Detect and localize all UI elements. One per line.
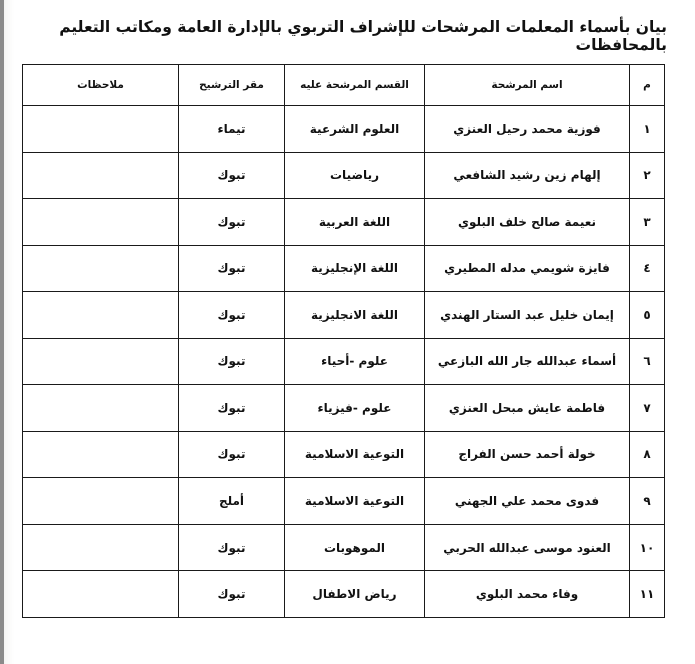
row-seat: تبوك (179, 338, 285, 385)
candidates-table (22, 64, 665, 618)
row-name: إلهام زين رشيد الشافعي (425, 152, 630, 199)
table-row (23, 106, 665, 153)
row-department: رياض الاطفال (285, 571, 425, 618)
row-name: وفاء محمد البلوي (425, 571, 630, 618)
row-seat: تبوك (179, 431, 285, 478)
row-seat: تبوك (179, 385, 285, 432)
row-department: العلوم الشرعية (285, 106, 425, 153)
table-row (23, 338, 665, 385)
table-row (23, 524, 665, 571)
row-name: إيمان خليل عبد الستار الهندي (425, 292, 630, 339)
row-name: خولة أحمد حسن الفراج (425, 431, 630, 478)
header-department: القسم المرشحة عليه (285, 65, 425, 106)
header-seat: مقر الترشيح (179, 65, 285, 106)
row-number: ٦ (630, 338, 665, 385)
row-name: فايزة شويمي مدله المطيري (425, 245, 630, 292)
row-department: رياضيات (285, 152, 425, 199)
row-number: ٩ (630, 478, 665, 525)
row-seat: تبوك (179, 292, 285, 339)
row-department: الموهوبات (285, 524, 425, 571)
row-number: ٤ (630, 245, 665, 292)
row-seat: أملج (179, 478, 285, 525)
row-notes (23, 106, 179, 153)
header-number: م (630, 65, 665, 106)
table-row (23, 152, 665, 199)
table-row (23, 199, 665, 246)
row-seat: تبوك (179, 524, 285, 571)
row-seat: تبوك (179, 152, 285, 199)
table-row (23, 478, 665, 525)
row-number: ٥ (630, 292, 665, 339)
row-name: أسماء عبدالله جار الله البازعي (425, 338, 630, 385)
row-name: فدوى محمد علي الجهني (425, 478, 630, 525)
row-notes (23, 338, 179, 385)
row-seat: تبوك (179, 199, 285, 246)
row-name: فاطمة عايش مبحل العنزي (425, 385, 630, 432)
row-notes (23, 292, 179, 339)
row-number: ٧ (630, 385, 665, 432)
row-department: علوم -أحياء (285, 338, 425, 385)
row-seat: تبوك (179, 571, 285, 618)
table-header-row (23, 65, 665, 106)
header-notes: ملاحظات (23, 65, 179, 106)
row-department: علوم -فيزياء (285, 385, 425, 432)
table-row (23, 292, 665, 339)
row-number: ١٠ (630, 524, 665, 571)
row-notes (23, 152, 179, 199)
page-edge-shadow (0, 0, 4, 664)
header-name: اسم المرشحة (425, 65, 630, 106)
row-name: فوزية محمد رحيل العنزي (425, 106, 630, 153)
table-row (23, 431, 665, 478)
row-notes (23, 478, 179, 525)
row-department: التوعية الاسلامية (285, 431, 425, 478)
row-number: ٣ (630, 199, 665, 246)
row-seat: تبوك (179, 245, 285, 292)
row-department: اللغة الانجليزية (285, 292, 425, 339)
table-row (23, 385, 665, 432)
table-row (23, 245, 665, 292)
row-notes (23, 199, 179, 246)
table-row (23, 571, 665, 618)
row-number: ٢ (630, 152, 665, 199)
row-number: ٨ (630, 431, 665, 478)
row-notes (23, 385, 179, 432)
row-number: ١١ (630, 571, 665, 618)
row-notes (23, 431, 179, 478)
row-notes (23, 524, 179, 571)
row-number: ١ (630, 106, 665, 153)
row-department: التوعية الاسلامية (285, 478, 425, 525)
row-department: اللغة العربية (285, 199, 425, 246)
document-title: بيان بأسماء المعلمات المرشحات للإشراف التربوي بالإدارة العامة ومكاتب التعليم بالمحافظات (59, 18, 667, 54)
row-department: اللغة الإنجليزية (285, 245, 425, 292)
row-notes (23, 571, 179, 618)
row-notes (23, 245, 179, 292)
row-seat: تيماء (179, 106, 285, 153)
row-name: نعيمة صالح خلف البلوي (425, 199, 630, 246)
row-name: العنود موسى عبدالله الحربي (425, 524, 630, 571)
